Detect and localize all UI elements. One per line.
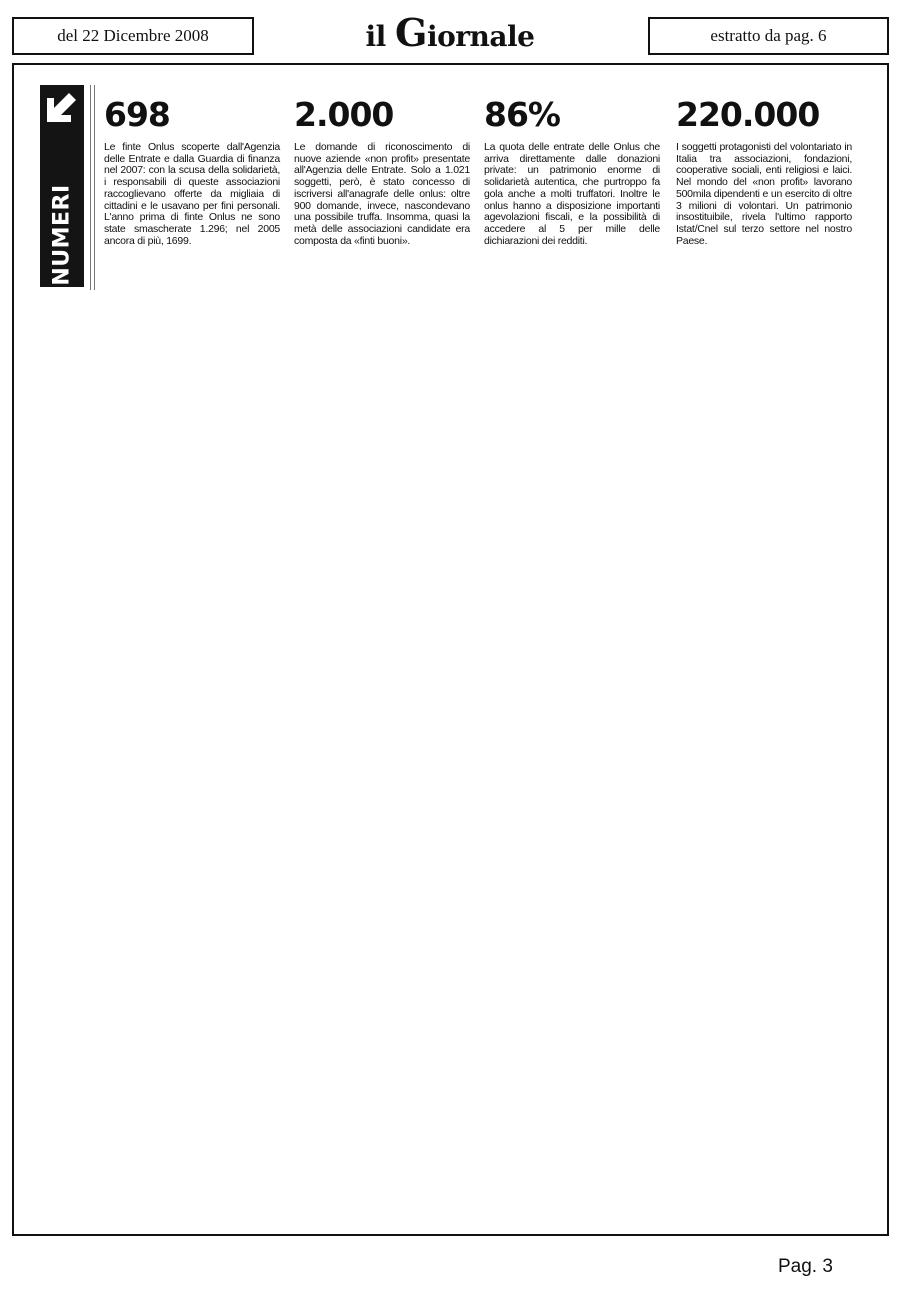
masthead-rest: iornale [426,20,535,53]
stat-text: La quota delle entrate delle Onlus che arriva direttamente dalle donazioni private: un patrimonio enorme di solidarietà autentica, che purtroppo fa gola anche a molti truffatori. Inoltre le onlus hanno a disposizione importanti agevolazioni fiscali, e la possibilità di accedere al 5 per mille delle dichiarazioni dei redditi. [484,141,660,247]
stat-number: 2.000 [294,95,394,134]
date-label: del 22 Dicembre 2008 [57,26,209,45]
column-divider [94,85,95,290]
section-label: NUMERI [49,184,75,286]
stat-number: 220.000 [676,95,820,134]
extract-label: estratto da pag. 6 [710,26,827,45]
stat-text: I soggetti protagonisti del volontariato in Italia tra associazioni, fondazioni, cooperative sociali, enti religiosi e laici. Nel mondo del «non profit» lavorano 500mila dipendenti e un esercito di oltre 3 milioni di volontari. Un patrimonio insostituibile, rivela l'ultimo rapporto Istat/Cnel sul terzo settore nel nostro Paese. [676,141,852,247]
arrow-down-left-icon [45,90,79,124]
masthead-initial: G [395,10,427,55]
column-divider [90,85,91,290]
stat-column [294,95,470,247]
stat-text: Le finte Onlus scoperte dall'Agenzia delle Entrate e dalla Guardia di finanza nel 2007: con la scusa della solidarietà, i responsabili di queste associazioni raccoglievano offerte da migliaia di cittadini e le usavano per fini personali. L'anno prima di finte Onlus ne sono state smascherate 1.296; nel 2005 ancora di più, 1699. [104,141,280,247]
stat-text: Le domande di riconoscimento di nuove aziende «non profit» presentate all'Agenzia delle Entrate. Solo a 1.021 soggetti, però, è stato concesso di iscriversi all'anagrafe delle onlus: oltre 900 domande, invece, nascondevano una possibile truffa. Insomma, quasi la metà delle associazioni candidate era composta da «finti buoni». [294,141,470,247]
stat-column [484,95,660,247]
date-box [12,17,254,55]
page-number: Pag. 3 [778,1256,833,1277]
stat-column [676,95,852,247]
extract-box [648,17,889,55]
newspaper-masthead [300,10,600,55]
stat-number: 86% [484,95,560,134]
masthead-prefix: il [365,20,396,53]
stat-number: 698 [104,95,170,134]
section-tab [40,85,84,287]
stat-column [104,95,280,247]
